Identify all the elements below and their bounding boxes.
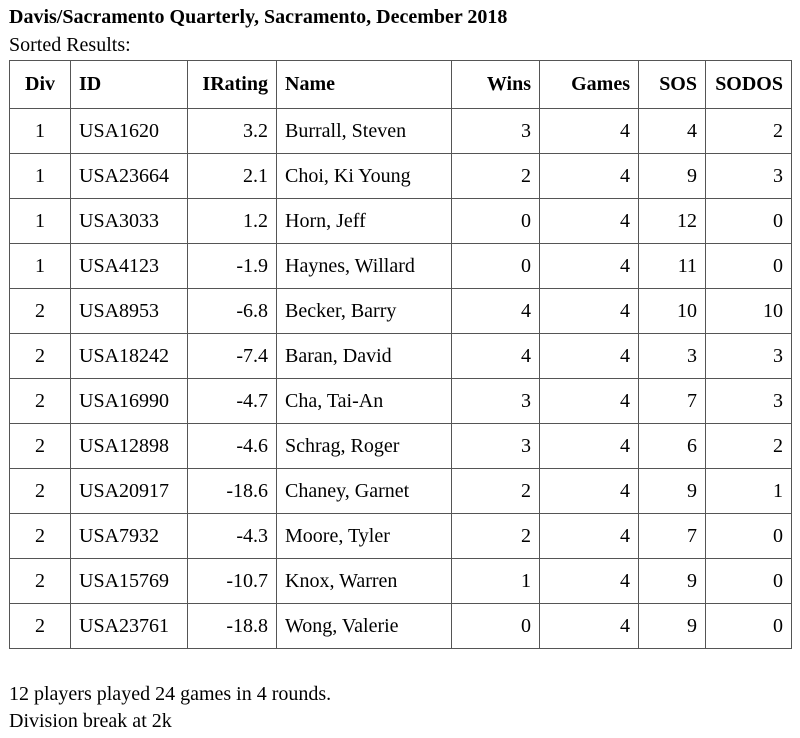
header-wins: Wins: [452, 61, 540, 109]
cell-irating: 3.2: [188, 109, 277, 154]
cell-wins: 0: [452, 244, 540, 289]
cell-div: 1: [10, 199, 71, 244]
table-row: [10, 289, 792, 334]
header-name: Name: [277, 61, 452, 109]
cell-sos: 10: [639, 289, 706, 334]
cell-id: USA3033: [71, 199, 188, 244]
cell-id: USA8953: [71, 289, 188, 334]
cell-games: 4: [540, 334, 639, 379]
cell-id: USA18242: [71, 334, 188, 379]
header-id: ID: [71, 61, 188, 109]
cell-games: 4: [540, 289, 639, 334]
cell-sos: 9: [639, 469, 706, 514]
cell-id: USA20917: [71, 469, 188, 514]
cell-wins: 4: [452, 289, 540, 334]
cell-wins: 0: [452, 604, 540, 649]
cell-div: 2: [10, 559, 71, 604]
table-row: [10, 334, 792, 379]
cell-sodos: 10: [706, 289, 792, 334]
cell-games: 4: [540, 469, 639, 514]
cell-div: 2: [10, 514, 71, 559]
cell-sos: 3: [639, 334, 706, 379]
cell-name: Haynes, Willard: [277, 244, 452, 289]
cell-irating: -7.4: [188, 334, 277, 379]
cell-irating: 1.2: [188, 199, 277, 244]
table-row: [10, 469, 792, 514]
cell-id: USA16990: [71, 379, 188, 424]
table-row: [10, 604, 792, 649]
cell-sodos: 2: [706, 109, 792, 154]
results-table: [9, 60, 792, 649]
cell-id: USA23664: [71, 154, 188, 199]
cell-irating: -18.8: [188, 604, 277, 649]
cell-sos: 7: [639, 514, 706, 559]
table-row: [10, 244, 792, 289]
cell-name: Chaney, Garnet: [277, 469, 452, 514]
cell-name: Cha, Tai-An: [277, 379, 452, 424]
table-row: [10, 379, 792, 424]
cell-games: 4: [540, 379, 639, 424]
header-games: Games: [540, 61, 639, 109]
cell-div: 2: [10, 289, 71, 334]
cell-games: 4: [540, 109, 639, 154]
cell-wins: 2: [452, 154, 540, 199]
cell-id: USA15769: [71, 559, 188, 604]
table-row: [10, 154, 792, 199]
cell-wins: 3: [452, 109, 540, 154]
cell-sos: 6: [639, 424, 706, 469]
cell-irating: -10.7: [188, 559, 277, 604]
table-row: [10, 199, 792, 244]
table-header-row: [10, 61, 792, 109]
table-row: [10, 424, 792, 469]
cell-games: 4: [540, 244, 639, 289]
cell-name: Choi, Ki Young: [277, 154, 452, 199]
cell-name: Becker, Barry: [277, 289, 452, 334]
cell-sos: 12: [639, 199, 706, 244]
cell-name: Burrall, Steven: [277, 109, 452, 154]
cell-sodos: 0: [706, 559, 792, 604]
cell-wins: 1: [452, 559, 540, 604]
cell-games: 4: [540, 424, 639, 469]
footer-summary: 12 players played 24 games in 4 rounds.: [9, 683, 332, 705]
cell-sodos: 0: [706, 604, 792, 649]
cell-games: 4: [540, 604, 639, 649]
cell-irating: -1.9: [188, 244, 277, 289]
header-sodos: SODOS: [706, 61, 792, 109]
cell-irating: 2.1: [188, 154, 277, 199]
cell-wins: 3: [452, 424, 540, 469]
cell-sos: 9: [639, 604, 706, 649]
cell-sodos: 1: [706, 469, 792, 514]
cell-sodos: 2: [706, 424, 792, 469]
cell-div: 1: [10, 154, 71, 199]
cell-wins: 0: [452, 199, 540, 244]
cell-games: 4: [540, 199, 639, 244]
header-sos: SOS: [639, 61, 706, 109]
cell-sos: 9: [639, 559, 706, 604]
page-subtitle: Sorted Results:: [9, 34, 131, 56]
table-row: [10, 109, 792, 154]
header-div: Div: [10, 61, 71, 109]
cell-sos: 9: [639, 154, 706, 199]
cell-div: 2: [10, 604, 71, 649]
header-irating: IRating: [188, 61, 277, 109]
table-body: [10, 109, 792, 649]
cell-id: USA12898: [71, 424, 188, 469]
cell-wins: 4: [452, 334, 540, 379]
cell-name: Knox, Warren: [277, 559, 452, 604]
cell-irating: -4.7: [188, 379, 277, 424]
cell-irating: -6.8: [188, 289, 277, 334]
cell-name: Schrag, Roger: [277, 424, 452, 469]
cell-div: 2: [10, 379, 71, 424]
cell-div: 2: [10, 469, 71, 514]
page-title: Davis/Sacramento Quarterly, Sacramento, December 2018: [9, 6, 508, 28]
cell-div: 2: [10, 334, 71, 379]
cell-id: USA7932: [71, 514, 188, 559]
cell-wins: 2: [452, 514, 540, 559]
cell-div: 1: [10, 244, 71, 289]
cell-sodos: 3: [706, 379, 792, 424]
cell-irating: -4.6: [188, 424, 277, 469]
footer-division-note: Division break at 2k: [9, 710, 172, 732]
cell-wins: 3: [452, 379, 540, 424]
cell-id: USA1620: [71, 109, 188, 154]
cell-name: Wong, Valerie: [277, 604, 452, 649]
cell-sodos: 0: [706, 199, 792, 244]
cell-games: 4: [540, 559, 639, 604]
cell-games: 4: [540, 154, 639, 199]
cell-name: Baran, David: [277, 334, 452, 379]
cell-div: 1: [10, 109, 71, 154]
cell-irating: -4.3: [188, 514, 277, 559]
cell-wins: 2: [452, 469, 540, 514]
table-row: [10, 514, 792, 559]
cell-sodos: 3: [706, 334, 792, 379]
cell-games: 4: [540, 514, 639, 559]
cell-sodos: 3: [706, 154, 792, 199]
cell-sos: 4: [639, 109, 706, 154]
cell-name: Horn, Jeff: [277, 199, 452, 244]
cell-irating: -18.6: [188, 469, 277, 514]
cell-id: USA23761: [71, 604, 188, 649]
cell-name: Moore, Tyler: [277, 514, 452, 559]
cell-id: USA4123: [71, 244, 188, 289]
cell-sos: 11: [639, 244, 706, 289]
table-row: [10, 559, 792, 604]
cell-sodos: 0: [706, 514, 792, 559]
cell-div: 2: [10, 424, 71, 469]
cell-sos: 7: [639, 379, 706, 424]
cell-sodos: 0: [706, 244, 792, 289]
